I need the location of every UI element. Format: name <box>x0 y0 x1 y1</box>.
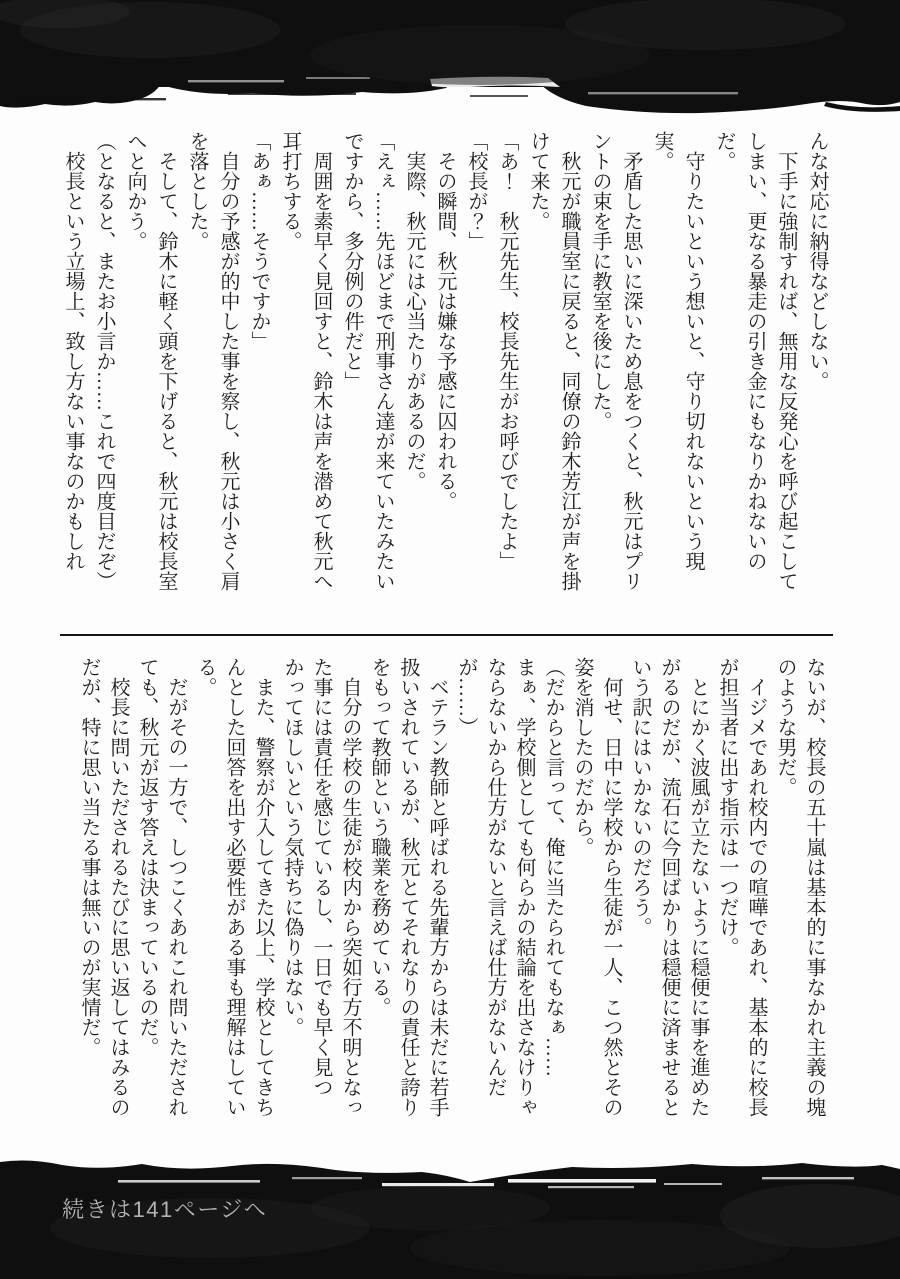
novel-paragraph: 「あ！ 秋元先生、校長先生がお呼びでしたよ」 <box>496 131 518 571</box>
novel-paragraph: 周囲を素早く見回すと、鈴木は声を潜めて秋元へ耳打ちする。 <box>279 131 332 591</box>
novel-paragraph: （だからと言って、俺に当たられてもなぁ……まぁ、学校側としても何らかの結論を出さなけりゃならないから仕方がないと言えば仕方がないんだが……） <box>455 657 564 1117</box>
novel-paragraph: 「えぇ……先ほどまで刑事さん達が来ていたみたいですから、多分例の件だと」 <box>341 131 394 591</box>
novel-paragraph: 校長という立場上、致し方ない事なのかもしれ <box>62 151 84 571</box>
novel-paragraph: だがその一方で、しつこくあれこれ問いただされても、秋元が返す答えは決まっているのだ。 <box>136 657 187 1117</box>
novel-paragraph: イジメであれ校内での喧嘩であれ、基本的に校長が担当者に出す指示は一つだけ。 <box>716 657 767 1117</box>
novel-paragraph: 「校長が？」 <box>465 131 487 251</box>
novel-paragraph: 矛盾した思いに深いため息をつくと、秋元はプリントの束を手に教室を後にした。 <box>589 131 642 591</box>
novel-paragraph: また、警察が介入してきた以上、学校としてきちんとした回答を出す必要性がある事も理解はしている。 <box>194 657 274 1117</box>
novel-paragraph: 「あぁ……そうですか」 <box>248 131 270 351</box>
novel-paragraph: 自分の学校の生徒が校内から突如行方不明となった事には責任を感じているし、一日でも早く見つかってほしいという気持ちに偽りはない。 <box>281 657 361 1117</box>
novel-paragraph: （となると、またお小言か……これで四度目だぞ） <box>93 131 115 591</box>
novel-paragraph: 校長に問いただされるたびに思い返してはみるのだが、特に思い当たる事は無いのが実情だ。 <box>78 657 129 1117</box>
section-divider-rule <box>60 634 833 636</box>
novel-paragraph: とにかく波風が立たないように穏便に事を進めたがるのだが、流石に今回ばかりは穏便に済ませるという訳にはいかないのだろう。 <box>629 657 709 1117</box>
novel-paragraph: ないが、校長の五十嵐は基本的に事なかれ主義の塊のような男だ。 <box>774 657 825 1117</box>
novel-text-lower-section <box>74 657 828 1123</box>
novel-paragraph: 実際、秋元には心当たりがあるのだ。 <box>403 151 425 491</box>
novel-paragraph: そして、鈴木に軽く頭を下げると、秋元は校長室へと向かう。 <box>124 131 177 591</box>
continuation-note: 続きは141ページへ <box>62 1197 268 1222</box>
novel-paragraph: ベテラン教師と呼ばれる先輩方からは未だに若手扱いされているが、秋元とてそれなりの責任と誇りをもって教師という職業を務めている。 <box>368 657 448 1117</box>
novel-paragraph: 自分の予感が的中した事を察し、秋元は小さく肩を落とした。 <box>186 131 239 591</box>
top-ink-brush-band <box>0 0 900 125</box>
novel-paragraph: 守りたいという想いと、守り切れないという現実。 <box>651 131 704 571</box>
novel-paragraph: んな対応に納得などしない。 <box>806 131 828 391</box>
novel-text-upper-section <box>57 131 832 597</box>
novel-paragraph: 下手に強制すれば、無用な反発心を呼び起こしてしまい、更なる暴走の引き金にもなりかねないのだ。 <box>713 131 797 591</box>
novel-paragraph: 秋元が職員室に戻ると、同僚の鈴木芳江が声を掛けて来た。 <box>527 131 580 591</box>
novel-paragraph: 何せ、日中に学校から生徒が一人、こつ然とその姿を消したのだから。 <box>571 657 622 1117</box>
novel-paragraph: その瞬間、秋元は嫌な予感に囚われる。 <box>434 151 456 511</box>
